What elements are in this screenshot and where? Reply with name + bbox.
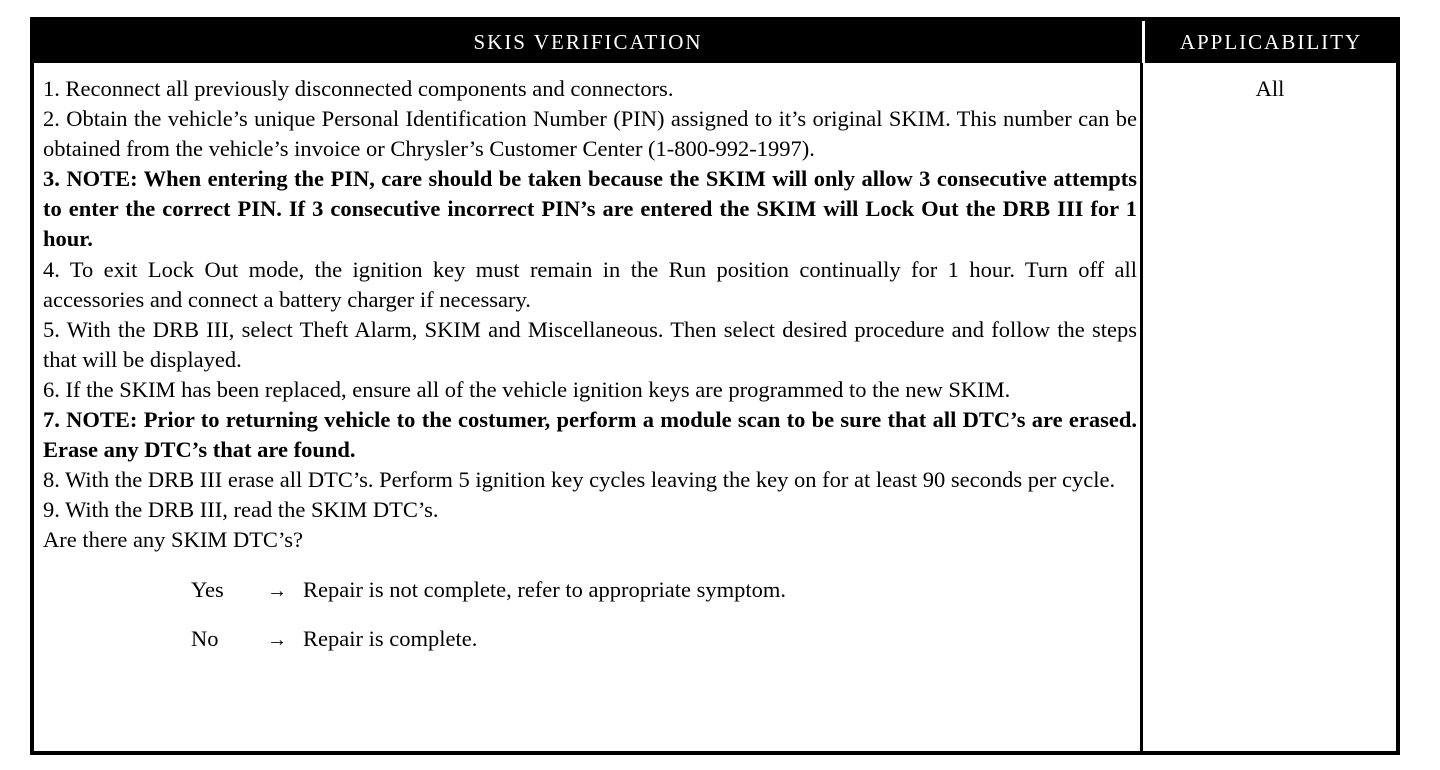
step-2: 2. Obtain the vehicle’s unique Personal Identification Number (PIN) assigned to it’s original SKIM. This number can be obtained from the vehicle’s invoice or Chrysler’s Customer Center (1-800-992-1997). [43, 106, 1137, 162]
step-8: 8. With the DRB III erase all DTC’s. Perform 5 ignition key cycles leaving the key on for at least 90 seconds per cycle. [43, 467, 1116, 493]
header-skis-verification: SKIS VERIFICATION [473, 30, 703, 54]
step-6: 6. If the SKIM has been replaced, ensure all of the vehicle ignition keys are programmed to the new SKIM. [43, 376, 1011, 402]
step-7-note: 7. NOTE: Prior to returning vehicle to the costumer, perform a module scan to be sure that all DTC’s are erased. Erase any DTC’s that are found. [43, 407, 1137, 463]
header-divider [1142, 21, 1145, 63]
answer-no-label: No [191, 625, 219, 651]
table-header-row [34, 21, 1396, 63]
step-3-note: 3. NOTE: When entering the PIN, care should be taken because the SKIM will only allow 3 consecutive attempts to enter the correct PIN. If 3 consecutive incorrect PIN’s are entered the SKIM will Lock Out the DRB III for 1 hour. [43, 166, 1137, 252]
answer-yes [43, 575, 1137, 624]
step-9: 9. With the DRB III, read the SKIM DTC’s. [43, 497, 439, 523]
step-4: 4. To exit Lock Out mode, the ignition key must remain in the Run position continually for 1 hour. Turn off all accessories and connect a battery charger if necessary. [43, 256, 1137, 312]
answer-no-text: Repair is complete. [303, 625, 478, 651]
step-1: 1. Reconnect all previously disconnected components and connectors. [43, 76, 674, 101]
step-5: 5. With the DRB III, select Theft Alarm, SKIM and Miscellaneous. Then select desired procedure and follow the steps that will be displayed. [43, 316, 1137, 372]
procedure-cell [43, 74, 1137, 673]
question: Are there any SKIM DTC’s? [43, 527, 303, 553]
header-applicability: APPLICABILITY [1179, 30, 1363, 54]
right-arrow-icon: → [267, 579, 287, 602]
answer-list [43, 575, 1137, 673]
applicability-cell: All [1255, 76, 1285, 101]
answer-yes-text: Repair is not complete, refer to appropriate symptom. [303, 576, 786, 602]
answer-no [43, 624, 1137, 673]
right-arrow-icon: → [267, 628, 287, 651]
column-divider [1140, 63, 1143, 751]
skis-verification-table [30, 17, 1400, 755]
answer-yes-label: Yes [191, 576, 224, 602]
